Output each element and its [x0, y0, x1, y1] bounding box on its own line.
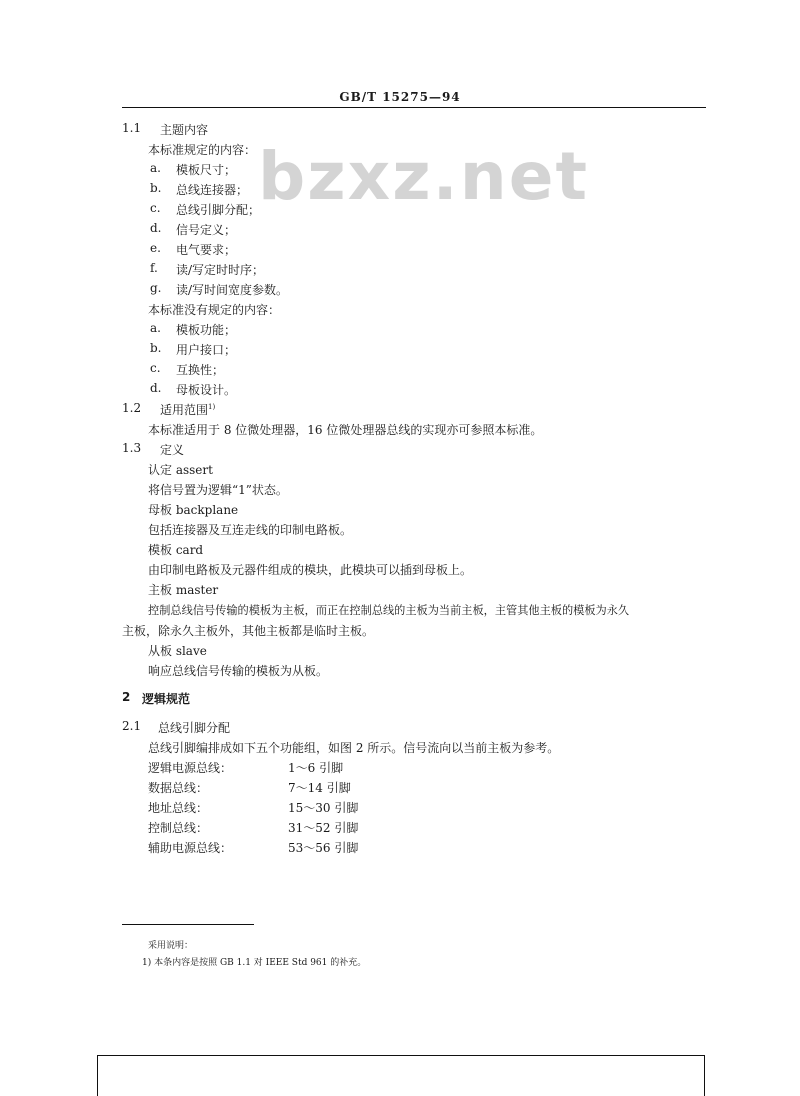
standard-number: GB/T 15275—94 [339, 90, 461, 104]
section-1-1-number: 1.1 [122, 121, 142, 135]
section-1-3-number: 1.3 [122, 441, 142, 455]
bus-name: 辅助电源总线： [148, 841, 233, 855]
section-2-1-number: 2.1 [122, 719, 142, 733]
list-item-key: a. [150, 161, 161, 175]
footnote-ref: 1) [208, 403, 216, 411]
footnote-title: 采用说明： [148, 941, 194, 951]
term: 模板 card [148, 543, 204, 557]
header-rule [122, 107, 706, 108]
footnote-rule [122, 924, 254, 925]
list-item-text: 用户接口； [176, 343, 237, 357]
list-item-text: 模板功能； [176, 323, 237, 337]
section-2-1-text: 总线引脚编排成如下五个功能组，如图 2 所示。信号流向以当前主板为参考。 [148, 741, 560, 755]
list-item-key: d. [150, 381, 162, 395]
bus-name: 逻辑电源总线： [148, 761, 233, 775]
list-item-text: 总线引脚分配； [176, 203, 261, 217]
bus-name: 控制总线： [148, 821, 209, 835]
list-item-text: 电气要求； [176, 243, 237, 257]
section-1-2-title [160, 401, 215, 418]
section-1-1-title: 主题内容 [160, 123, 209, 137]
list-item-key: c. [150, 201, 161, 215]
list-item-key: g. [150, 281, 162, 295]
term-definition-continued: 主板，除永久主板外，其他主板都是临时主板。 [122, 624, 375, 638]
list-item-text: 总线连接器； [176, 183, 249, 197]
bottom-frame [97, 1055, 705, 1096]
list-item-text: 互换性； [176, 363, 225, 377]
term-definition: 包括连接器及互连走线的印制电路板。 [148, 523, 353, 537]
term-definition: 控制总线信号传输的模板为主板，而正在控制总线的主板为当前主板，主管其他主板的模板为永久 [148, 604, 630, 617]
list-item-text: 母板设计。 [176, 383, 237, 397]
list-item-text: 模板尺寸； [176, 163, 237, 177]
section-1-2-number: 1.2 [122, 401, 142, 415]
bus-pins: 15～30 引脚 [288, 801, 359, 815]
section-1-2-title-text: 适用范围 [160, 403, 209, 417]
section-2-1-title: 总线引脚分配 [158, 721, 231, 735]
list-item-key: e. [150, 241, 161, 255]
section-2-title: 逻辑规范 [142, 692, 191, 706]
list-item-key: d. [150, 221, 162, 235]
list-item-key: f. [150, 261, 158, 275]
list-item-text: 读/写时间宽度参数。 [176, 283, 289, 297]
term: 从板 slave [148, 644, 207, 658]
watermark: bzxz.net [258, 138, 590, 215]
term: 认定 assert [148, 463, 213, 477]
section-1-2-text: 本标准适用于 8 位微处理器，16 位微处理器总线的实现亦可参照本标准。 [148, 423, 543, 437]
bus-pins: 53～56 引脚 [288, 841, 359, 855]
bus-name: 数据总线： [148, 781, 209, 795]
term-definition: 将信号置为逻辑“1”状态。 [148, 483, 288, 497]
bus-pins: 1～6 引脚 [288, 761, 344, 775]
term-definition: 响应总线信号传输的模板为从板。 [148, 664, 329, 678]
term: 母板 backplane [148, 503, 239, 517]
term: 主板 master [148, 583, 219, 597]
list-item-key: c. [150, 361, 161, 375]
bus-name: 地址总线： [148, 801, 209, 815]
list-item-key: a. [150, 321, 161, 335]
term-definition: 由印制电路板及元器件组成的模块，此模块可以插到母板上。 [148, 563, 473, 577]
bus-pins: 7～14 引脚 [288, 781, 351, 795]
section-1-3-title: 定义 [160, 443, 185, 457]
list-item-text: 信号定义； [176, 223, 237, 237]
section-2-number: 2 [122, 690, 131, 704]
footnote-text: 1) 本条内容是按照 GB 1.1 对 IEEE Std 961 的补充。 [142, 958, 367, 968]
list-item-key: b. [150, 181, 162, 195]
section-1-1-intro-2: 本标准没有规定的内容： [148, 303, 281, 317]
section-1-1-intro: 本标准规定的内容： [148, 143, 257, 157]
list-item-key: b. [150, 341, 162, 355]
bus-pins: 31～52 引脚 [288, 821, 359, 835]
list-item-text: 读/写定时时序； [176, 263, 265, 277]
